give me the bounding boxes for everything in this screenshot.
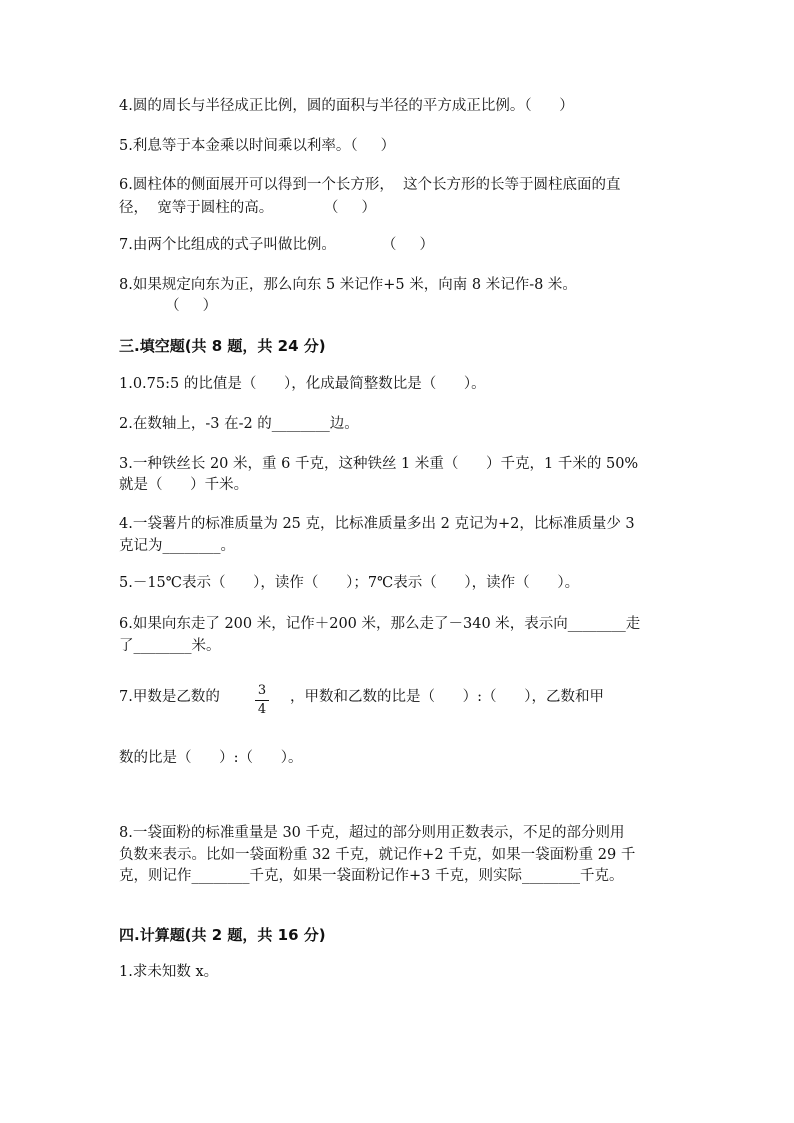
fraction-bar: [255, 700, 269, 701]
fill-question-7-line-2: 数的比是（ ）:（ ）。: [119, 750, 303, 766]
question-6-line-2: 径， 宽等于圆柱的高。 （ ）: [119, 200, 376, 216]
fill-question-8-line-1: 8.一袋面粉的标准重量是 30 千克，超过的部分则用正数表示，不足的部分则用: [119, 825, 625, 841]
section-4-title: 四.计算题(共 2 题，共 16 分): [119, 926, 326, 944]
question-5-line: 5.利息等于本金乘以时间乘以利率。（ ）: [119, 138, 396, 154]
fill-question-1: 1.0.75:5 的比值是（ ），化成最简整数比是（ ）。: [119, 376, 486, 392]
fill-question-6-line-1: 6.如果向东走了 200 米，记作＋200 米，那么走了－340 米，表示向________走: [119, 616, 641, 632]
fraction-three-quarters: [255, 683, 269, 718]
fraction-denominator: 4: [257, 702, 267, 717]
fill-question-6-line-2: 了________米。: [119, 638, 221, 654]
section-3-title: 三.填空题(共 8 题，共 24 分): [119, 337, 326, 355]
fill-question-4-line-1: 4.一袋薯片的标准质量为 25 克，比标准质量多出 2 克记为+2，比标准质量少 3: [119, 516, 635, 532]
question-6-line-1: 6.圆柱体的侧面展开可以得到一个长方形， 这个长方形的长等于圆柱底面的直: [119, 177, 621, 193]
question-4-line: 4.圆的周长与半径成正比例，圆的面积与半径的平方成正比例。（ ）: [119, 98, 574, 114]
question-8-line-1: 8.如果规定向东为正，那么向东 5 米记作+5 米，向南 8 米记作-8 米。: [119, 277, 577, 293]
fill-question-8-line-2: 负数来表示。比如一袋面粉重 32 千克，就记作+2 千克，如果一袋面粉重 29 千: [119, 847, 636, 863]
question-7-line: 7.由两个比组成的式子叫做比例。 （ ）: [119, 237, 434, 253]
fraction-numerator: 3: [257, 683, 267, 698]
fill-question-4-line-2: 克记为________。: [119, 538, 235, 554]
fill-question-8-line-3: 克，则记作________千克，如果一袋面粉记作+3 千克，则实际________千克。: [119, 868, 624, 884]
fill-question-3-line-2: 就是（ ）千米。: [119, 477, 249, 493]
question-8-line-2: （ ）: [119, 298, 218, 314]
fill-question-2: 2.在数轴上，-3 在-2 的________边。: [119, 416, 359, 432]
fill-question-7-suffix: ，甲数和乙数的比是（ ）:（ ），乙数和甲: [290, 689, 604, 705]
fill-question-5: 5.－15℃表示（ ），读作（ ）；7℃表示（ ），读作（ ）。: [119, 575, 580, 591]
fill-question-7-prefix: 7.甲数是乙数的: [119, 689, 220, 705]
fill-question-3-line-1: 3.一种铁丝长 20 米，重 6 千克，这种铁丝 1 米重（ ）千克，1 千米的 50%: [119, 456, 639, 472]
calc-question-1: 1.求未知数 x。: [119, 964, 219, 980]
